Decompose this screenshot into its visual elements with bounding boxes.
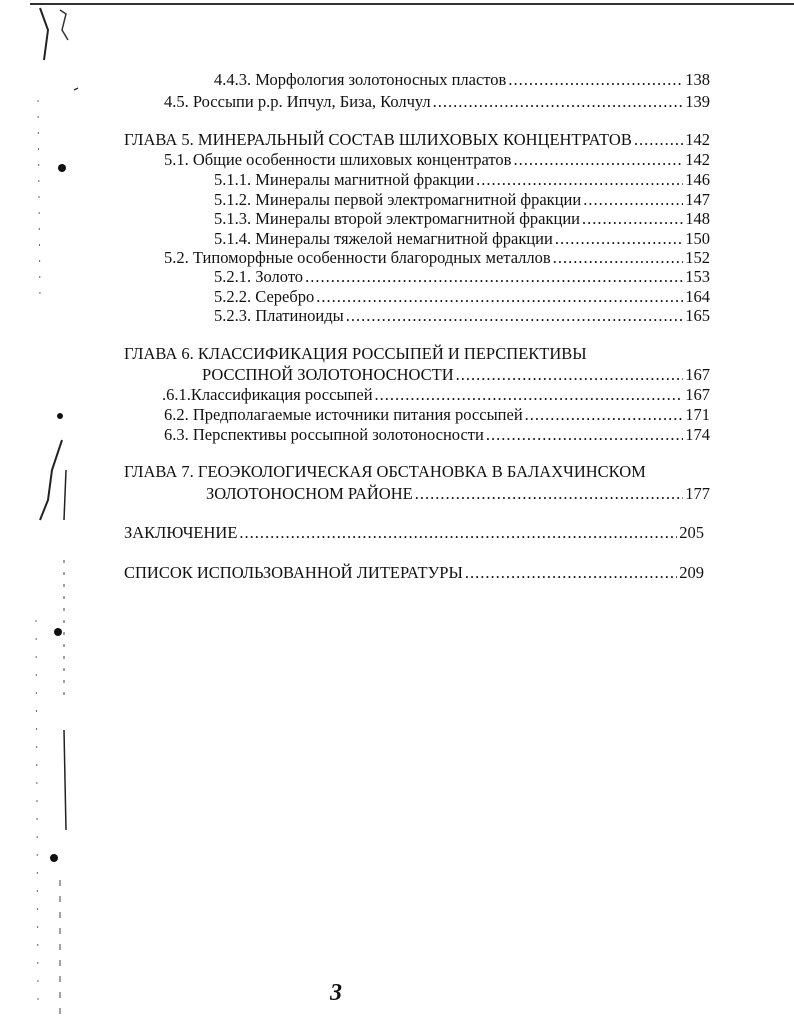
dot-leader: [465, 563, 677, 583]
toc-entry-label: .6.1.Классификация россыпей: [162, 385, 373, 404]
dot-leader: [346, 306, 684, 326]
toc-entry-label: 5.1.3. Минералы второй электромагнитной фракции: [214, 209, 580, 228]
toc-entry-page: 146: [685, 170, 710, 189]
toc-chapter: [202, 365, 710, 385]
toc-entry-page: 142: [685, 130, 710, 149]
toc-chapter: [124, 523, 704, 543]
toc-chapter-heading: ГЛАВА 7. ГЕОЭКОЛОГИЧЕСКАЯ ОБСТАНОВКА В БАЛАХЧИНСКОМ: [124, 462, 646, 481]
toc-entry-page: 150: [685, 229, 710, 248]
dot-leader: [555, 229, 683, 249]
toc-entry: [164, 405, 710, 425]
toc-entry-label: 4.4.3. Морфология золотоносных пластов: [214, 70, 507, 89]
toc-entry-page: 167: [685, 365, 710, 384]
dot-leader: [375, 385, 684, 405]
toc-entry-label: СПИСОК ИСПОЛЬЗОВАННОЙ ЛИТЕРАТУРЫ: [124, 563, 463, 582]
toc-chapter: [206, 484, 710, 504]
toc-entry-label: 6.3. Перспективы россыпной золотоносности: [164, 425, 484, 444]
toc-entry-page: 153: [685, 267, 710, 286]
toc-entry-label: ЗАКЛЮЧЕНИЕ: [124, 523, 238, 542]
toc-entry: [214, 190, 710, 210]
toc-entry: [164, 92, 710, 112]
dot-leader: [476, 170, 683, 190]
toc-entry-page: 164: [685, 287, 710, 306]
toc-entry: [162, 385, 710, 405]
dot-leader: [634, 130, 683, 150]
dot-leader: [508, 70, 683, 90]
toc-entry-label: 5.2. Типоморфные особенности благородных металлов: [164, 248, 551, 267]
toc-entry-label: ЗОЛОТОНОСНОМ РАЙОНЕ: [206, 484, 413, 503]
toc-entry: [164, 248, 710, 268]
toc-entry: [214, 287, 710, 307]
toc-entry-label: 5.1. Общие особенности шлиховых концентратов: [164, 150, 512, 169]
dot-leader: [316, 287, 683, 307]
dot-leader: [513, 150, 683, 170]
toc-entry-page: 167: [685, 385, 710, 404]
dot-leader: [456, 365, 684, 385]
toc-entry-page: 147: [685, 190, 710, 209]
toc-entry-page: 142: [685, 150, 710, 169]
toc-entry-page: 148: [685, 209, 710, 228]
dot-leader: [583, 190, 683, 210]
toc-entry-page: 174: [685, 425, 710, 444]
toc-entry-page: 205: [679, 523, 704, 542]
toc-entry-label: 5.2.3. Платиноиды: [214, 306, 344, 325]
toc-entry-page: 209: [679, 563, 704, 582]
toc-chapter: [124, 563, 704, 583]
toc-entry-label: 6.2. Предполагаемые источники питания россыпей: [164, 405, 523, 424]
toc-entry: [214, 229, 710, 249]
toc-entry: [214, 306, 710, 326]
dot-leader: [415, 484, 684, 504]
page-number: 3: [330, 980, 342, 1006]
toc-entry-page: 171: [685, 405, 710, 424]
toc-entry: [164, 425, 710, 445]
toc-entry-label: 4.5. Россыпи р.р. Ипчул, Биза, Колчул: [164, 92, 431, 111]
toc-entry-page: 139: [685, 92, 710, 111]
dot-leader: [553, 248, 684, 268]
toc-entry: [164, 150, 710, 170]
dot-leader: [239, 523, 677, 543]
toc-chapter-heading: ГЛАВА 6. КЛАССИФИКАЦИЯ РОССЫПЕЙ И ПЕРСПЕКТИВЫ: [124, 344, 587, 363]
toc-entry: [214, 267, 710, 287]
toc-entry-label: 5.2.1. Золото: [214, 267, 304, 286]
dot-leader: [582, 209, 683, 229]
toc-entry-label: РОССПНОЙ ЗОЛОТОНОСНОСТИ: [202, 365, 454, 384]
toc-entry-label: 5.1.1. Минералы магнитной фракции: [214, 170, 475, 189]
dot-leader: [433, 92, 684, 112]
toc-entry-label: 5.2.2. Серебро: [214, 287, 315, 306]
dot-leader: [525, 405, 684, 425]
dot-leader: [486, 425, 683, 445]
toc-entry-page: 177: [685, 484, 710, 503]
toc-entry-page: 138: [685, 70, 710, 89]
toc-entry: [214, 209, 710, 229]
toc-entry-page: 165: [685, 306, 710, 325]
toc-entry: [214, 70, 710, 90]
toc-entry: [214, 170, 710, 190]
toc-entry-page: 152: [685, 248, 710, 267]
toc-entry-label: ГЛАВА 5. МИНЕРАЛЬНЫЙ СОСТАВ ШЛИХОВЫХ КОНЦЕНТРАТОВ: [124, 130, 632, 149]
toc-chapter: [124, 130, 710, 150]
toc-entry-label: 5.1.2. Минералы первой электромагнитной фракции: [214, 190, 582, 209]
toc-entry-label: 5.1.4. Минералы тяжелой немагнитной фракции: [214, 229, 553, 248]
dot-leader: [305, 267, 683, 287]
